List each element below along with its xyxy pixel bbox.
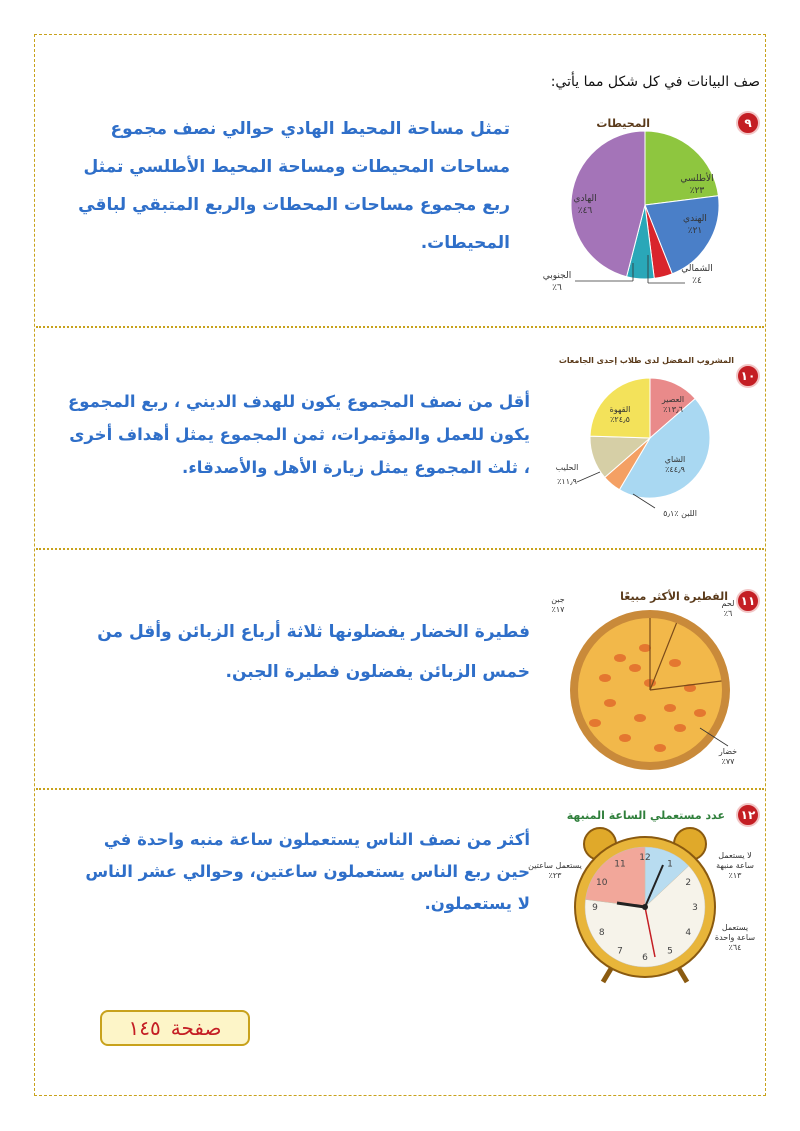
legend-label: الشمالي: [681, 264, 713, 274]
legend-label: لحم: [721, 599, 735, 608]
data-label: ٪١٣٫٦: [663, 405, 683, 414]
section-divider: [36, 326, 764, 328]
topping: [629, 664, 641, 672]
topping: [674, 724, 686, 732]
page-number: ١٤٥: [128, 1016, 161, 1040]
legend-label: لا يستعمل: [718, 851, 752, 860]
answer-text: أقل من نصف المجموع يكون للهدف الديني ، ربع المجموع يكون للعمل والمؤتمرات، ثمن المجموع يمثل أهداف أخرى ، ثلث المجموع يمثل زيارة الأهل والأصدقاء.: [68, 392, 530, 477]
data-label: ٪١١٫٩: [557, 477, 577, 486]
question-number-badge: ٩: [736, 111, 760, 135]
section-divider: [36, 788, 764, 790]
legend-label: الأطلسي: [680, 174, 714, 184]
clock-center: [642, 904, 648, 910]
data-label: ٪٤٤٫٩: [665, 465, 685, 474]
legend-label: خضار: [718, 747, 738, 756]
page-label: صفحة: [170, 1016, 222, 1040]
data-label: ٪٤٦: [577, 206, 593, 216]
clock-numeral: 7: [617, 946, 623, 957]
topping: [619, 734, 631, 742]
legend-label: الشاي: [664, 455, 686, 464]
data-label: ٪٦: [552, 283, 562, 293]
data-label: ٪٢٣: [548, 871, 562, 880]
question-number-badge: ١١: [736, 589, 760, 613]
clock-numeral: 2: [685, 878, 692, 888]
data-label: ٪١٧: [551, 605, 565, 614]
chart-title: المحيطات: [596, 117, 650, 130]
question-number-badge: ١٠: [736, 364, 760, 388]
clock-numeral: 11: [614, 859, 626, 870]
drinks-pie-chart: [555, 376, 725, 526]
page-number-box: [100, 1010, 250, 1046]
topping: [639, 644, 651, 652]
legend-label: الحليب: [555, 463, 579, 472]
data-label: ٪٧٧: [721, 757, 735, 766]
topping: [614, 654, 626, 662]
data-label: ٪٢٣: [689, 186, 705, 196]
answer-text: فطيرة الخضار يفضلونها ثلاثة أرباع الزبائن وأقل من خمس الزبائن يفضلون فطيرة الجبن.: [97, 622, 530, 682]
legend-label: الهادي: [573, 194, 597, 204]
topping: [599, 674, 611, 682]
oceans-pie-chart: [542, 133, 735, 303]
legend-label: ساعة واحدة: [714, 933, 756, 942]
topping: [634, 714, 646, 722]
data-label: ٪٦: [723, 609, 733, 618]
alarm-clock-pie-chart: [528, 822, 756, 992]
clock-numeral: 6: [642, 953, 648, 963]
data-label: ٪١٣: [728, 871, 742, 880]
section-divider: [36, 548, 764, 550]
legend-label: العصير: [661, 395, 685, 404]
chart-title: الفطيرة الأكثر مبيعًا: [620, 590, 728, 603]
answer-text: أكثر من نصف الناس يستعملون ساعة منبه واحدة في حين ربع الناس يستعملون ساعتين، وحوالي عشر الناس لا يستعملون.: [85, 830, 530, 913]
topping: [654, 744, 666, 752]
legend-label: ساعة منبهة: [716, 861, 754, 870]
legend-label: الجنوبي: [542, 271, 572, 281]
clock-numeral: 4: [685, 928, 692, 938]
pie-slice-1: [645, 131, 718, 205]
legend-label: يستعمل: [721, 923, 749, 932]
topping: [664, 704, 676, 712]
leader-line: [577, 472, 600, 482]
chart-title: المشروب المفضل لدى طلاب إحدى الجامعات: [558, 356, 734, 365]
exercise-prompt: صف البيانات في كل شكل مما يأتي:: [550, 74, 760, 90]
data-label: ٪٢٤٫٥: [610, 415, 630, 424]
answer-text: تمثل مساحة المحيط الهادي حوالي نصف مجموع مساحات المحيطات ومساحة المحيط الأطلسي تمثل ربع مجموع مساحات المحطات والربع المتبقي لباقي المحيطات.: [78, 119, 510, 253]
clock-numeral: 1: [667, 859, 673, 870]
topping: [604, 699, 616, 707]
clock-numeral: 5: [667, 946, 673, 957]
data-label: ٪٦٤: [728, 943, 742, 952]
clock-numeral: 9: [592, 903, 598, 913]
data-label: ٪٢١: [687, 226, 703, 236]
legend-label: القهوة: [609, 405, 631, 414]
chart-title: عدد مستعملي الساعة المنبهة: [566, 809, 725, 822]
topping: [669, 659, 681, 667]
question-number-badge: ١٢: [736, 803, 760, 827]
clock-numeral: 12: [639, 853, 651, 863]
clock-numeral: 10: [595, 878, 608, 888]
clock-numeral: 8: [598, 928, 605, 938]
legend-label: اللبن ٪٥٫١: [663, 509, 697, 518]
topping: [589, 719, 601, 727]
legend-label: يستعمل ساعتين: [528, 861, 582, 870]
topping: [694, 709, 706, 717]
legend-label: الهندي: [683, 214, 707, 224]
clock-numeral: 3: [692, 903, 698, 913]
data-label: ٪٤: [692, 276, 702, 286]
legend-label: جبن: [551, 595, 565, 604]
